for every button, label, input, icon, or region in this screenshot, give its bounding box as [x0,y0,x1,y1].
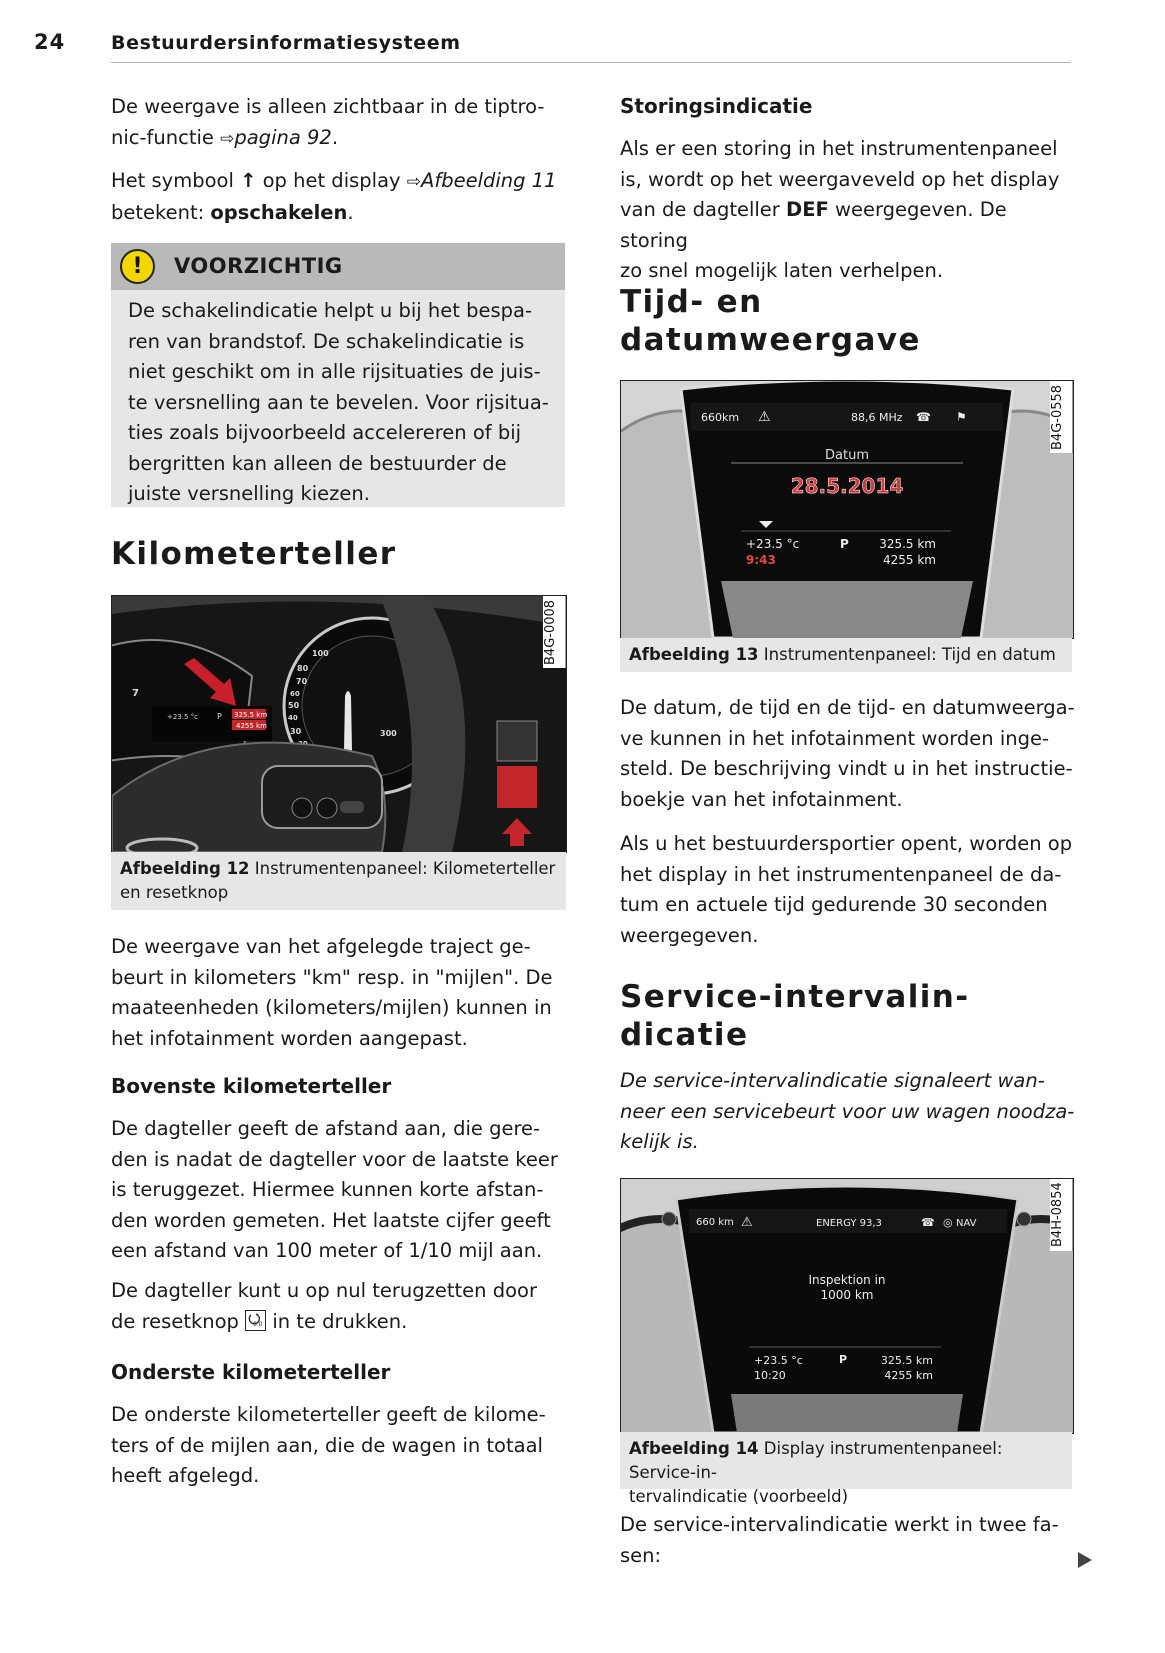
fault-paragraph [620,134,1080,287]
total-odometer-paragraph [111,1400,581,1492]
text-line: de resetknop 0.0 in te drukken. [111,1309,408,1333]
header-divider [111,62,1071,63]
gauge-tick-label: 300 [380,729,397,738]
reset-paragraph [111,1276,581,1337]
service-intro-paragraph [620,1066,1085,1158]
flag-icon: ⚑ [956,410,967,424]
radio-station-readout: ENERGY 93,3 [816,1218,882,1229]
text-line: neer een servicebeurt voor uw wagen noodza- [620,1099,1075,1123]
radio-frequency-readout: 88,6 MHz [851,411,903,424]
total-odometer-readout: 4255 km [236,722,267,730]
text-line: De service-intervalindicatie werkt in twee fa- [620,1513,1059,1536]
page-number: 24 [34,30,66,54]
caution-line: De schakelindicatie helpt u bij het bespa- [128,299,532,322]
range-readout: 660 km [696,1217,734,1228]
chapter-title: Bestuurdersinformatiesysteem [111,32,461,54]
figure-code: B4H-0854 [1050,1179,1073,1251]
text-line: De weergave van het afgelegde traject ge- [111,935,531,958]
caution-line: bergritten kan alleen de bestuurder de [128,451,507,475]
caution-line: ties zoals bijvoorbeeld accelereren of bij [128,421,522,444]
date-setting-paragraph [620,693,1085,815]
instrument-cluster-photo [112,596,566,852]
text-line: den worden gemeten. Het laatste cijfer geeft [111,1208,551,1232]
phone-icon: ☎ [916,410,931,424]
date-label: Datum [825,448,869,463]
gear-readout: P [839,1353,848,1366]
range-readout: 660km [701,411,740,424]
caption-text: Instrumentenpaneel: Kilometerteller [254,859,556,878]
figure-13-caption [620,638,1072,672]
total-odometer-readout: 4255 km [884,1369,933,1382]
subheading-fault-indication: Storingsindicatie [620,94,813,118]
text-line: Als u het bestuurdersportier opent, worden op [620,832,1073,855]
text-line: heeft afgelegd. [111,1464,260,1487]
figure-code: B4G-0008 [543,596,566,668]
caption-text: Display instrumentenpaneel: Service-in- [629,1439,1003,1482]
time-readout: 9:43 [746,553,776,567]
reset-icon [245,1310,266,1331]
trip-odometer-readout: 325.5 km [880,1354,933,1367]
gauge-tick-label: 30 [290,727,302,736]
gear-readout: P [840,537,849,551]
caution-text [128,296,553,510]
service-phases-paragraph [620,1510,1085,1571]
svg-text:0.0: 0.0 [253,1320,263,1328]
trip-odometer-readout: 325.5 km [879,537,936,551]
next-page-arrow-icon [1078,1552,1092,1568]
caution-line: ren van brandstof. De schakelindicatie is [128,329,525,353]
caption-label: Afbeelding 14 [629,1439,759,1458]
intro-line: nic-functie ⇨pagina 92. [111,125,339,149]
figure-12-caption [111,852,566,910]
caption-text: Instrumentenpaneel: Tijd en datum [763,645,1056,664]
door-open-paragraph [620,829,1085,951]
caption-text: tervalindicatie (voorbeeld) [629,1487,849,1506]
text-line: den is nadat de dagteller voor de laatste keer [111,1147,558,1171]
temperature-readout: +23.5 °c [754,1354,803,1367]
warning-triangle-icon: ⚠ [758,409,771,425]
trip-odometer-paragraph [111,1114,581,1267]
section-heading-kilometerteller: Kilometerteller [111,536,397,572]
figure-code: B4G-0558 [1050,381,1073,453]
instrument-display-service [621,1179,1073,1433]
text-line: weergegeven. [620,923,759,947]
text-line: kelijk is. [620,1130,699,1153]
figure-12-image [111,595,567,853]
temperature-readout: +23.5 °c [167,713,199,721]
page-reference-link[interactable]: pagina 92 [234,125,332,149]
text-line: ve kunnen in het infotainment worden inge- [620,726,1050,750]
caution-line: juiste versnelling kiezen. [128,482,370,505]
text-line: van de dagteller DEF weergegeven. De storing [620,198,1007,252]
section-heading-service-interval: Service-intervalin- dicatie [620,979,970,1053]
phone-icon: ☎ [921,1216,935,1229]
text-line: tum en actuele tijd gedurende 30 seconden [620,893,1048,916]
nav-label: NAV [956,1218,977,1229]
caution-box [111,243,565,507]
figure-14-caption [620,1432,1072,1506]
time-readout: 10:20 [754,1369,786,1382]
caption-text: en resetknop [120,883,229,902]
caution-title: VOORZICHTIG [174,254,343,278]
arrow-right-icon: ⇨ [220,128,235,149]
figure-14-image [620,1178,1074,1434]
subheading-lower-odometer: Onderste kilometerteller [111,1360,391,1384]
nav-icon: ◎ [943,1216,953,1229]
temperature-readout: +23.5 °c [746,537,800,551]
text-line: sen: [620,1543,662,1567]
subheading-upper-odometer: Bovenste kilometerteller [111,1074,392,1098]
text-line: De datum, de tijd en de tijd- en datumweerga- [620,696,1075,719]
text-line: beurt in kilometers "km" resp. in "mijlen". De [111,965,553,989]
text-line: is teruggezet. Hiermee kunnen korte afstan- [111,1178,544,1201]
figure-reference-link[interactable]: Afbeelding 11 [421,169,557,192]
text-line: Als er een storing in het instrumentenpaneel [620,137,1058,160]
text-line: maateenheden (kilometers/mijlen) kunnen in [111,996,552,1019]
text-line: ters of de mijlen aan, die de wagen in totaal [111,1433,543,1457]
intro-line: De weergave is alleen zichtbaar in de tiptro- [111,95,545,118]
caution-line: niet geschikt om in alle rijsituaties de juis- [128,360,541,383]
text-line: De dagteller geeft de afstand aan, die gere- [111,1117,541,1140]
service-message: Inspektion in [808,1273,886,1287]
text-line: De dagteller kunt u op nul terugzetten door [111,1279,537,1302]
warning-triangle-icon: ⚠ [741,1215,753,1230]
intro-line: Het symbool ↑ op het display ⇨Afbeelding 11 [111,169,557,192]
gauge-tick-label: 60 [290,690,300,698]
total-odometer-readout: 4255 km [883,553,936,567]
caution-header [111,243,565,290]
intro-paragraph-1 [111,92,571,154]
caution-line: te versnelling aan te bevelen. Voor rijsitua- [128,390,549,414]
text-line: het display in het instrumentenpaneel de da- [620,862,1062,886]
upshift-arrow-icon: ↑ [240,169,257,192]
text-line: De onderste kilometerteller geeft de kilome- [111,1403,546,1426]
distance-units-paragraph [111,932,581,1054]
intro-paragraph-2 [111,166,581,228]
arrow-right-icon: ⇨ [406,172,422,192]
gauge-tick-label: 7 [132,688,139,699]
intro-line: betekent: opschakelen. [111,200,354,224]
instrument-display-date [621,381,1073,638]
text-line: steld. De beschrijving vindt u in het instructie- [620,757,1073,780]
caption-label: Afbeelding 13 [629,645,759,664]
section-heading-time-date: Tijd- en datumweergave [620,284,921,358]
exclamation-icon: ! [120,249,155,284]
gear-readout: P [217,712,222,721]
text-line: boekje van het infotainment. [620,787,903,811]
figure-13-image [620,380,1074,639]
text-line: een afstand van 100 meter of 1/10 mijl aan. [111,1239,543,1262]
gauge-tick-label: 80 [297,664,309,673]
gauge-tick-label: 70 [296,677,308,686]
text-line: het infotainment worden aangepast. [111,1026,468,1050]
date-value: 28.5.2014 [790,474,904,498]
service-message: 1000 km [820,1288,874,1302]
gauge-tick-label: 40 [288,714,298,722]
text-line: is, wordt op het weergaveveld op het display [620,167,1060,191]
gauge-tick-label: 100 [312,649,329,658]
trip-odometer-readout: 325.5 km [234,711,268,719]
gauge-tick-label: 50 [288,701,300,710]
text-line: zo snel mogelijk laten verhelpen. [620,259,944,282]
caption-label: Afbeelding 12 [120,859,250,878]
text-line: De service-intervalindicatie signaleert wan- [620,1069,1045,1092]
